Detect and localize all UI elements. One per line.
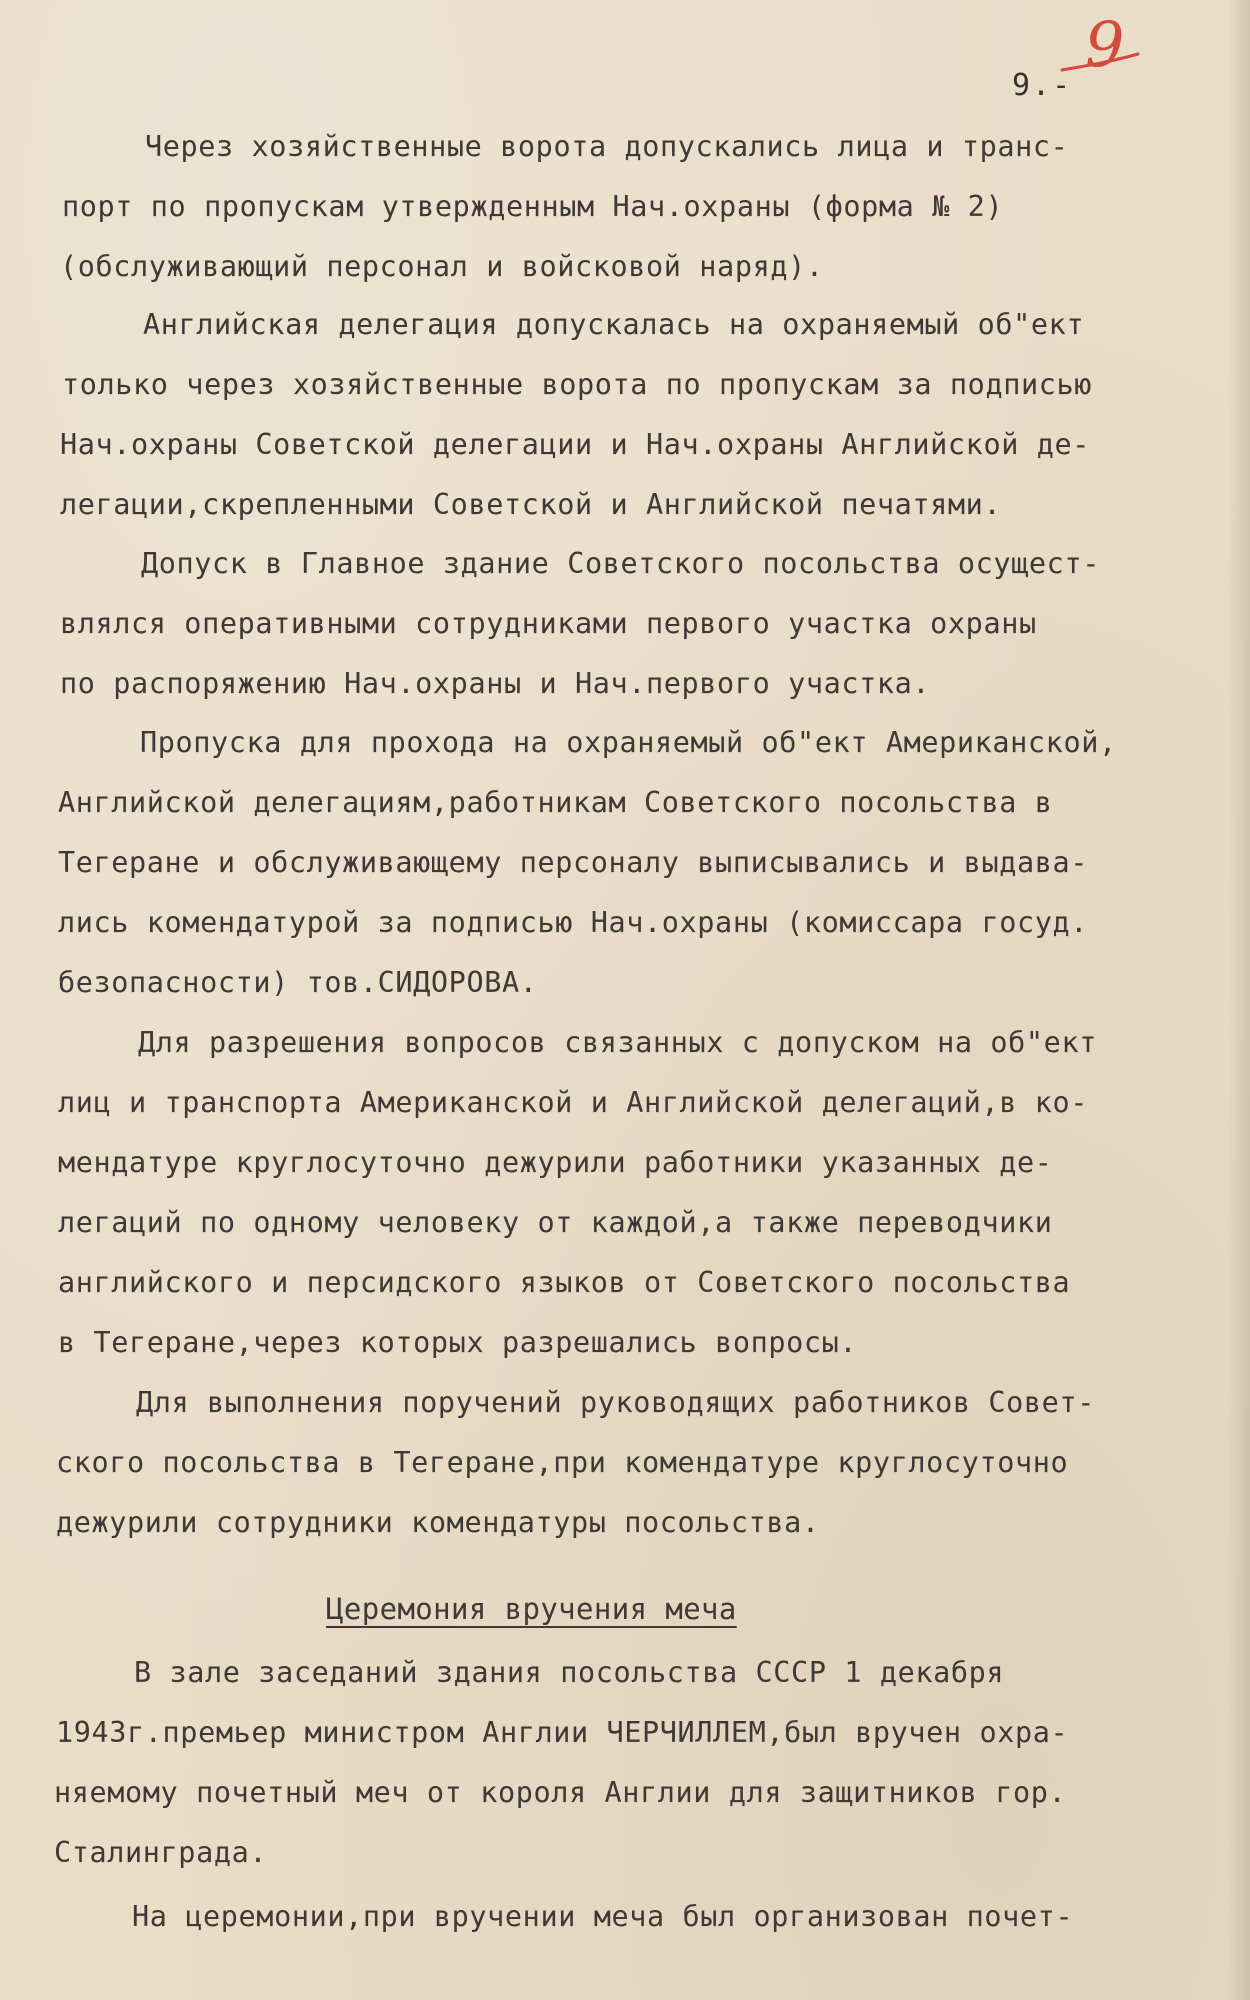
text-line: порт по пропускам утвержденным Нач.охраны (форма № 2) bbox=[62, 190, 1004, 223]
text-line: Для разрешения вопросов связанных с допуском на об"ект bbox=[138, 1026, 1097, 1059]
text-line: 1943г.премьер министром Англии ЧЕРЧИЛЛЕМ,был вручен охра- bbox=[56, 1716, 1069, 1749]
text-line: Английской делегациям,работникам Советского посольства в bbox=[58, 786, 1053, 819]
text-line: Через хозяйственные ворота допускались лица и транс- bbox=[145, 130, 1069, 163]
text-line: только через хозяйственные ворота по пропускам за подписью bbox=[62, 368, 1092, 401]
text-line: лись комендатурой за подписью Нач.охраны (комиссара госуд. bbox=[58, 906, 1088, 939]
page-number: 9.- bbox=[1012, 68, 1073, 103]
text-line: легаций по одному человеку от каждой,а также переводчики bbox=[58, 1206, 1053, 1239]
text-line: ского посольства в Тегеране,при комендатуре круглосуточно bbox=[56, 1446, 1069, 1479]
text-line: На церемонии,при вручении меча был организован почет- bbox=[132, 1900, 1074, 1933]
text-line: (обслуживающий персонал и войсковой наряд). bbox=[60, 250, 824, 283]
page-edge-shadow bbox=[1228, 0, 1250, 2000]
text-line: безопасности) тов.СИДОРОВА. bbox=[58, 966, 538, 999]
text-line: Английская делегация допускалась на охраняемый об"ект bbox=[143, 308, 1085, 341]
text-line: влялся оперативными сотрудниками первого участка охраны bbox=[60, 607, 1037, 640]
section-heading: Церемония вручения меча bbox=[326, 1592, 737, 1626]
text-line: Пропуска для прохода на охраняемый об"ект Американской, bbox=[140, 726, 1117, 759]
text-line: Тегеране и обслуживающему персоналу выписывались и выдава- bbox=[58, 846, 1088, 879]
text-line: В зале заседаний здания посольства СССР 1 декабря bbox=[134, 1656, 1005, 1689]
text-line: няемому почетный меч от короля Англии для защитников гор. bbox=[54, 1776, 1067, 1809]
text-line: по распоряжению Нач.охраны и Нач.первого участка. bbox=[60, 667, 931, 700]
text-line: дежурили сотрудники комендатуры посольства. bbox=[56, 1506, 820, 1539]
text-line: Сталинграда. bbox=[54, 1836, 268, 1869]
red-pencil-stroke bbox=[1060, 48, 1140, 74]
text-line: легации,скрепленными Советской и Английской печатями. bbox=[60, 488, 1002, 521]
text-line: Нач.охраны Советской делегации и Нач.охраны Английской де- bbox=[60, 428, 1090, 461]
text-line: английского и персидского языков от Советского посольства bbox=[58, 1266, 1071, 1299]
text-line: в Тегеране,через которых разрешались вопросы. bbox=[58, 1326, 858, 1359]
text-line: Допуск в Главное здание Советского посольства осущест- bbox=[141, 547, 1100, 580]
text-line: Для выполнения поручений руководящих работников Совет- bbox=[136, 1386, 1095, 1419]
text-line: лиц и транспорта Американской и Английской делегаций,в ко- bbox=[58, 1086, 1088, 1119]
text-line: мендатуре круглосуточно дежурили работники указанных де- bbox=[58, 1146, 1053, 1179]
handwritten-page-number: 9 bbox=[1085, 8, 1125, 81]
